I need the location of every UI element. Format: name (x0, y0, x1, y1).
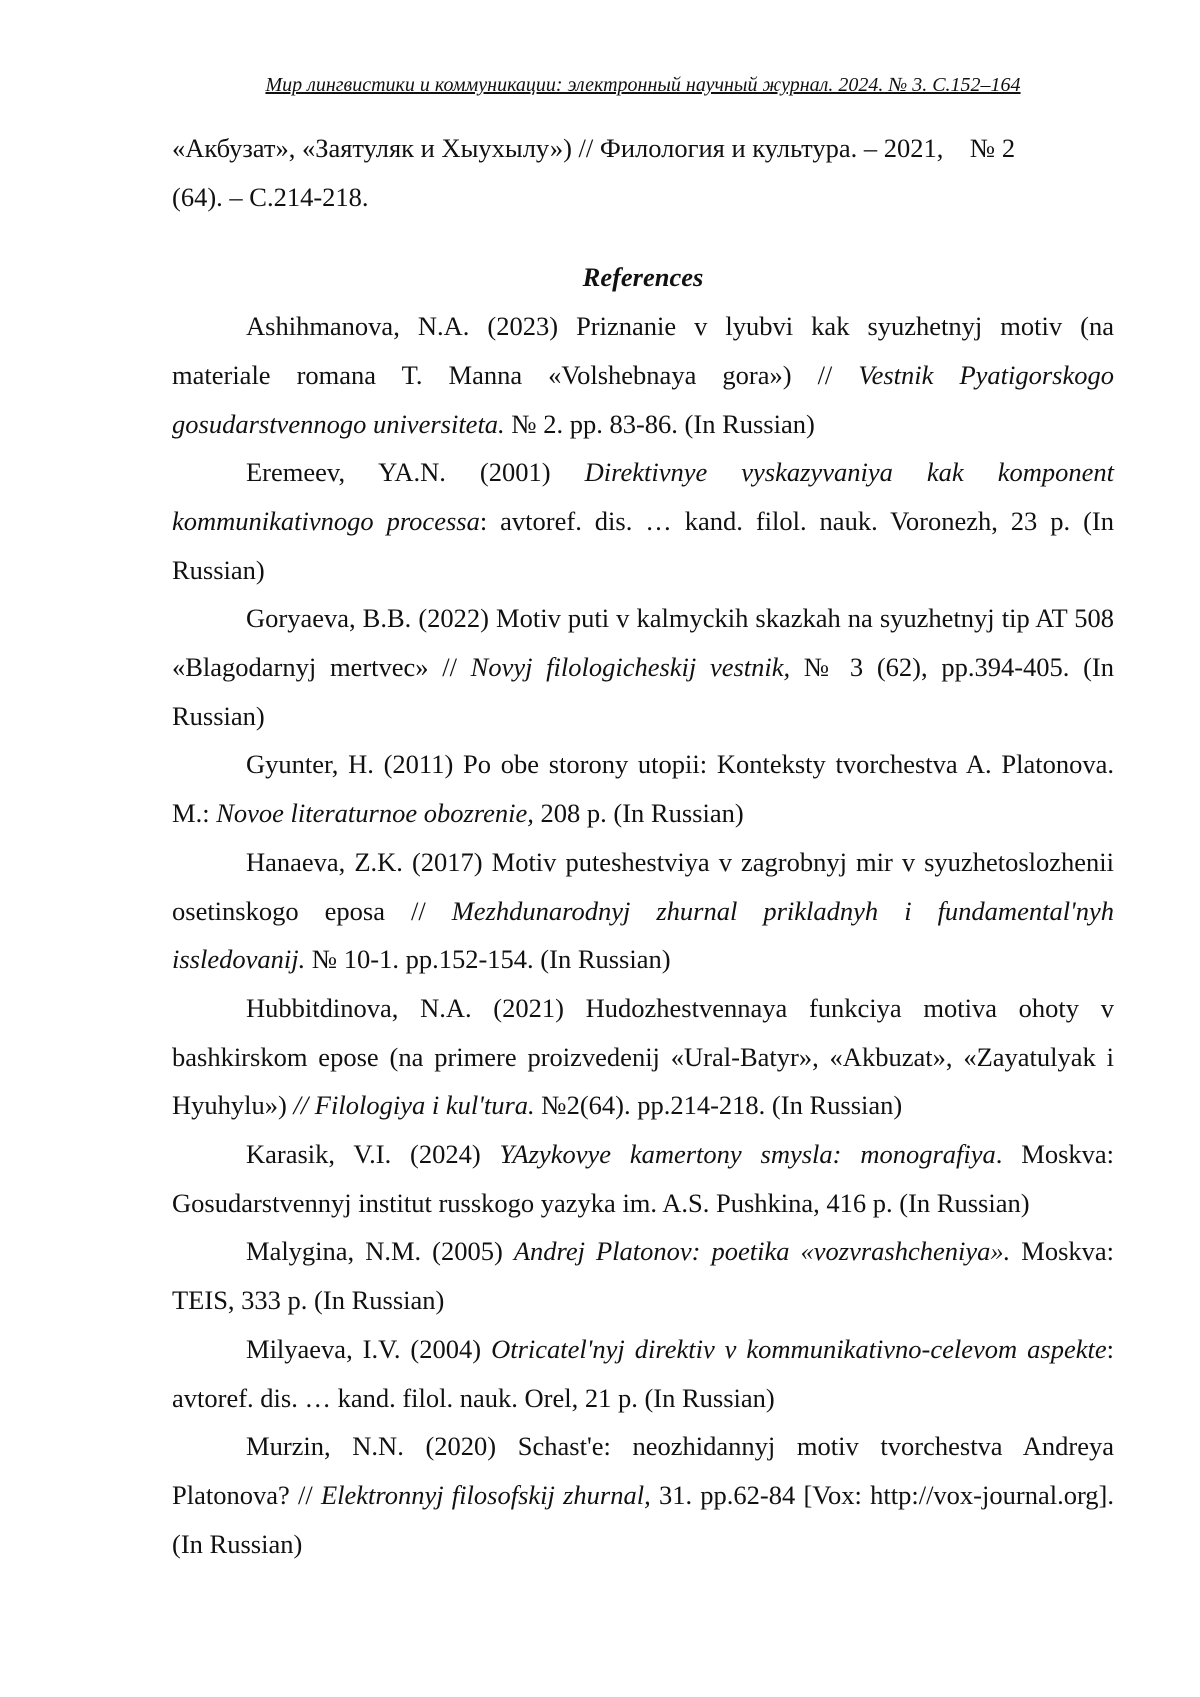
page-content (172, 124, 1114, 1568)
reference-details: 208 p. (In Russian) (534, 798, 744, 828)
reference-item (172, 1325, 1114, 1422)
reference-item (172, 594, 1114, 740)
reference-item (172, 448, 1114, 594)
reference-details: . Moskva: Gosudarstvennyj institut russkogo yazyka im. A.S. Pushkina, 416 p. (In Russian) (172, 1139, 1114, 1218)
reference-text: Karasik, V.I. (2024) (246, 1139, 500, 1169)
reference-source-title: Novoe literaturnoe obozrenie, (216, 798, 534, 828)
reference-source-title: Vestnik Pyatigorskogo gosudarstvennogo universiteta. (172, 360, 1114, 439)
reference-source-title: Mezhdunarodnyj zhurnal prikladnyh i fundamental'nyh issledovanij. (172, 896, 1114, 975)
continuation-issue-number: № 2 (970, 133, 1015, 163)
reference-text: Hanaeva, Z.K. (2017) Motiv puteshestviya v zagrobnyj mir v syuzhetoslozhenii osetinskogo eposa // (172, 847, 1114, 926)
running-header: Мир лингвистики и коммуникации: электронный научный журнал. 2024. № 3. С.152–164 (172, 72, 1114, 98)
reference-text: Murzin, N.N. (2020) Schast'e: neozhidannyj motiv tvorchestva Andreya Platonova? // (172, 1431, 1114, 1510)
section-spacer (172, 221, 1114, 253)
reference-details: №2(64). pp.214-218. (In Russian) (535, 1090, 903, 1120)
reference-source-title: Novyj filologicheskij vestnik, (471, 652, 791, 682)
previous-reference-continuation (172, 124, 1114, 221)
reference-item (172, 984, 1114, 1130)
reference-source-title: // Filologiya i kul'tura. (293, 1090, 534, 1120)
reference-details: № 3 (62), pp.394-405. (In Russian) (172, 652, 1114, 731)
reference-text: Eremeev, YA.N. (2001) (246, 457, 585, 487)
document-page (0, 0, 1200, 1697)
reference-item (172, 1422, 1114, 1568)
reference-details: : avtoref. dis. … kand. filol. nauk. Voronezh, 23 p. (In Russian) (172, 506, 1114, 585)
reference-text: Hubbitdinova, N.A. (2021) Hudozhestvennaya funkciya motiva ohoty v bashkirskom epose (na primere proizvedenij «Ural-Batyr», «Akbuzat», «Zayatulyak i Hyuhylu») (172, 993, 1114, 1120)
reference-text: Malygina, N.M. (2005) (246, 1236, 514, 1266)
reference-text: Gyunter, H. (2011) Po obe storony utopii: Konteksty tvorchestva A. Platonova. M.: (172, 749, 1114, 828)
reference-source-title: Direktivnye vyskazyvaniya kak komponent kommunikativnogo processa (172, 457, 1114, 536)
reference-text: Goryaeva, B.B. (2022) Motiv puti v kalmyckih skazkah na syuzhetnyj tip AT 508 «Blagodarnyj mertvec» // (172, 603, 1114, 682)
reference-source-title: YAzykovye kamertony smysla: monografiya (500, 1139, 996, 1169)
reference-item (172, 838, 1114, 984)
reference-source-title: Otricatel'nyj direktiv v kommunikativno-celevom aspekte (491, 1334, 1107, 1364)
continuation-line-1: «Акбузат», «Заятуляк и Хыухылу») // Филология и культура. – 2021, (172, 133, 943, 163)
reference-details: : avtoref. dis. … kand. filol. nauk. Orel, 21 p. (In Russian) (172, 1334, 1114, 1413)
reference-details: Moskva: TEIS, 333 p. (In Russian) (172, 1236, 1114, 1315)
reference-source-title: Elektronnyj filosofskij zhurnal, (321, 1480, 651, 1510)
reference-source-title: Andrej Platonov: poetika «vozvrashcheniya». (514, 1236, 1010, 1266)
reference-details: № 2. pp. 83-86. (In Russian) (505, 409, 815, 439)
reference-item (172, 740, 1114, 837)
reference-item (172, 1130, 1114, 1227)
reference-item (172, 1227, 1114, 1324)
references-heading: References (172, 253, 1114, 302)
reference-details: № 10-1. pp.152-154. (In Russian) (305, 944, 670, 974)
continuation-line-2: (64). – С.214-218. (172, 182, 369, 212)
reference-item (172, 302, 1114, 448)
reference-text: Ashihmanova, N.A. (2023) Priznanie v lyubvi kak syuzhetnyj motiv (na materiale romana T. Manna «Volshebnaya gora») // (172, 311, 1114, 390)
reference-text: Milyaeva, I.V. (2004) (246, 1334, 491, 1364)
reference-details: 31. pp.62-84 [Vox: http://vox-journal.org]. (In Russian) (172, 1480, 1114, 1559)
